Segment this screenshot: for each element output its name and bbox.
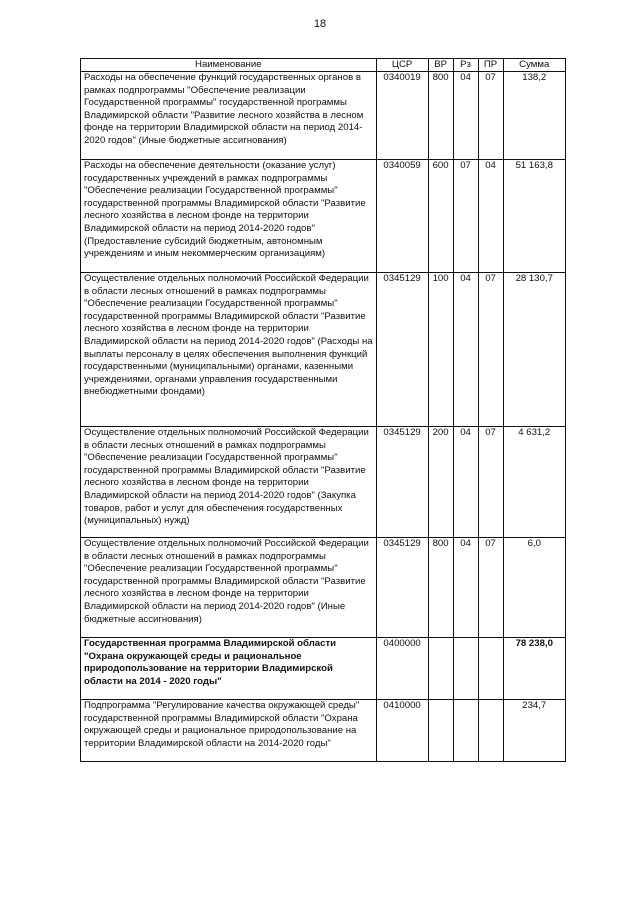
row-sum: 28 130,7: [503, 273, 565, 427]
table-row: [81, 160, 566, 273]
row-rz: 04: [453, 427, 478, 538]
row-csr: 0400000: [376, 638, 428, 700]
column-header-name: Наименование: [81, 59, 377, 72]
row-sum: 234,7: [503, 700, 565, 762]
row-pr: 07: [478, 538, 503, 638]
row-name: Государственная программа Владимирской области "Охрана окружающей среды и рациональное природопользование на территории Владимирской области на 2014 - 2020 годы": [81, 638, 377, 700]
row-csr: 0345129: [376, 538, 428, 638]
row-sum: 4 631,2: [503, 427, 565, 538]
row-pr: 07: [478, 273, 503, 427]
table-row: [81, 638, 566, 700]
row-vr: 600: [428, 160, 453, 273]
row-name: Осуществление отдельных полномочий Российской Федерации в области лесных отношений в рамках подпрограммы "Обеспечение реализации Государственной программы" государственной программы Владимирской области "Развитие лесного хозяйства в лесном фонде на территории Владимирской области на период 2014-2020 годов" (Расходы на выплаты персоналу в целях обеспечения выполнения функций государственными (муниципальными) органами, казенными учреждениями, органами управления государственными внебюджетными фондами): [81, 273, 377, 427]
row-sum: 78 238,0: [503, 638, 565, 700]
row-csr: 0340019: [376, 72, 428, 160]
row-rz: 07: [453, 160, 478, 273]
row-vr: [428, 700, 453, 762]
row-pr: [478, 638, 503, 700]
row-name: Подпрограмма "Регулирование качества окружающей среды" государственной программы Владимирской области "Охрана окружающей среды и рациональное природопользование на территории Владимирской области на 2014-2020 годы": [81, 700, 377, 762]
row-vr: 800: [428, 72, 453, 160]
row-rz: 04: [453, 72, 478, 160]
column-header-rz: Рз: [453, 59, 478, 72]
row-pr: 07: [478, 72, 503, 160]
budget-table: [80, 58, 566, 762]
row-vr: [428, 638, 453, 700]
row-rz: [453, 700, 478, 762]
row-csr: 0345129: [376, 273, 428, 427]
column-header-pr: ПР: [478, 59, 503, 72]
row-sum: 138,2: [503, 72, 565, 160]
row-csr: 0410000: [376, 700, 428, 762]
table-header-row: [81, 59, 566, 72]
row-name: Осуществление отдельных полномочий Российской Федерации в области лесных отношений в рамках подпрограммы "Обеспечение реализации Государственной программы" государственной программы Владимирской области "Развитие лесного хозяйства в лесном фонде на территории Владимирской области на период 2014-2020 годов" (Иные бюджетные ассигнования): [81, 538, 377, 638]
row-sum: 51 163,8: [503, 160, 565, 273]
row-pr: 07: [478, 427, 503, 538]
column-header-csr: ЦСР: [376, 59, 428, 72]
table-row: [81, 427, 566, 538]
row-pr: [478, 700, 503, 762]
row-pr: 04: [478, 160, 503, 273]
row-vr: 800: [428, 538, 453, 638]
row-sum: 6,0: [503, 538, 565, 638]
table-row: [81, 700, 566, 762]
page-number: 18: [313, 18, 327, 30]
row-vr: 200: [428, 427, 453, 538]
row-csr: 0340059: [376, 160, 428, 273]
table-row: [81, 538, 566, 638]
table-row: [81, 273, 566, 427]
row-rz: 04: [453, 538, 478, 638]
column-header-sum: Сумма: [503, 59, 565, 72]
row-vr: 100: [428, 273, 453, 427]
row-name: Осуществление отдельных полномочий Российской Федерации в области лесных отношений в рамках подпрограммы "Обеспечение реализации Государственной программы" государственной программы Владимирской области "Развитие лесного хозяйства в лесном фонде на территории Владимирской области на период 2014-2020 годов" (Закупка товаров, работ и услуг для обеспечения государственных (муниципальных) нужд): [81, 427, 377, 538]
row-rz: 04: [453, 273, 478, 427]
row-name: Расходы на обеспечение функций государственных органов в рамках подпрограммы "Обеспечение реализации Государственной программы" государственной программы Владимирской области "Развитие лесного хозяйства в лесном фонде на территории Владимирской области на период 2014-2020 годов" (Иные бюджетные ассигнования): [81, 72, 377, 160]
row-name: Расходы на обеспечение деятельности (оказание услуг) государственных учреждений в рамках подпрограммы "Обеспечение реализации Государственной программы" государственной программы Владимирской области "Развитие лесного хозяйства в лесном фонде на территории Владимирской области на период 2014-2020 годов" (Предоставление субсидий бюджетным, автономным учреждениям и иным некоммерческим организациям): [81, 160, 377, 273]
column-header-vr: ВР: [428, 59, 453, 72]
row-rz: [453, 638, 478, 700]
row-csr: 0345129: [376, 427, 428, 538]
table-row: [81, 72, 566, 160]
